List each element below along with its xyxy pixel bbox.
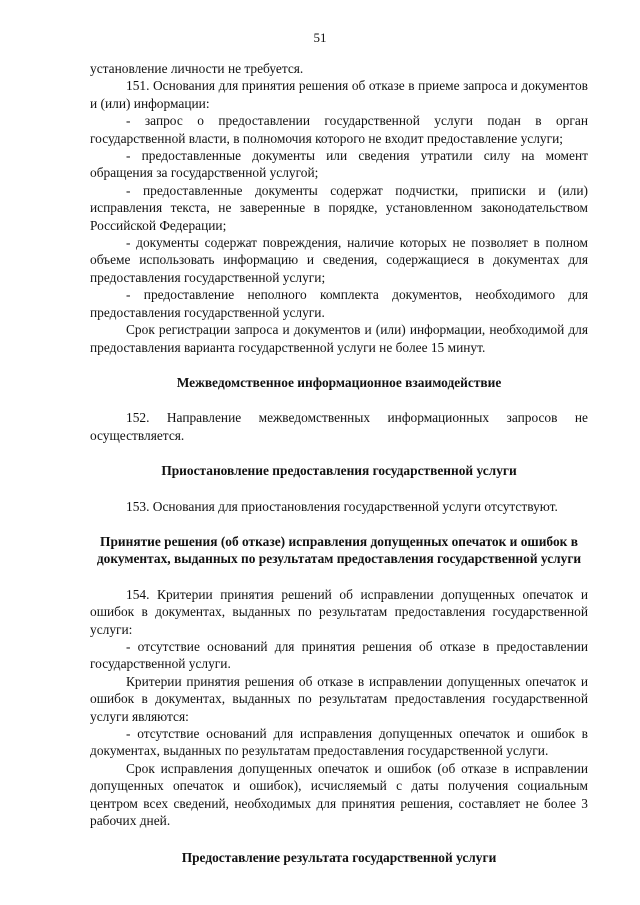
paragraph-154-term: Срок исправления допущенных опечаток и ошибок (об отказе в исправлении допущенных опечаток и ошибок), исчисляемый с даты получения социальным центром всех сведений, необходимых для принятия решения, составляет не более 3 рабочих дней. bbox=[90, 760, 588, 829]
page-number: 51 bbox=[313, 30, 327, 45]
heading-result: Предоставление результата государственной услуги bbox=[181, 850, 497, 866]
paragraph-151-bullet-1: - запрос о предоставлении государственной услуги подан в орган государственной власти, в полномочия которого не входит предоставление услуги; bbox=[90, 113, 588, 146]
paragraph-151-bullet-4: - документы содержат повреждения, наличие которых не позволяет в полном объеме использовать информацию и сведения, содержащиеся в документах для предоставления государственной услуги; bbox=[90, 235, 588, 285]
paragraph-150-end: установление личности не требуется. bbox=[90, 61, 304, 76]
heading-correction: Принятие решения (об отказе) исправления допущенных опечаток и ошибок в документах, выданных по результатам предоставления государственной услуги bbox=[96, 533, 582, 567]
heading-interagency: Межведомственное информационное взаимодействие bbox=[176, 374, 502, 390]
paragraph-154-bullet-2: - отсутствие оснований для исправления допущенных опечаток и ошибок в документах, выданных по результатам предоставления государственной услуги. bbox=[90, 726, 588, 759]
document-body bbox=[90, 60, 588, 867]
paragraph-151-intro: 151. Основания для принятия решения об отказе в приеме запроса и документов и (или) информации: bbox=[90, 78, 588, 111]
paragraph-154-refusal: Критерии принятия решения об отказе в исправлении допущенных опечаток и ошибок в документах, выданных по результатам предоставления государственной услуги являются: bbox=[90, 673, 588, 724]
paragraph-151-bullet-3: - предоставленные документы содержат подчистки, приписки и (или) исправления текста, не заверенные в порядке, установленном законодательством Российской Федерации; bbox=[90, 182, 588, 233]
paragraph-154-intro: 154. Критерии принятия решений об исправлении допущенных опечаток и ошибок в документах, выданных по результатам предоставления государственной услуги: bbox=[90, 586, 588, 637]
paragraph-152: 152. Направление межведомственных информационных запросов не осуществляется. bbox=[90, 410, 588, 443]
paragraph-151-bullet-2: - предоставленные документы или сведения утратили силу на момент обращения за государственной услугой; bbox=[90, 148, 588, 181]
paragraph-151-bullet-5: - предоставление неполного комплекта документов, необходимого для предоставления государственной услуги. bbox=[90, 287, 588, 320]
paragraph-153: 153. Основания для приостановления государственной услуги отсутствуют. bbox=[126, 498, 558, 514]
heading-suspension: Приостановление предоставления государственной услуги bbox=[161, 463, 517, 479]
paragraph-154-bullet-1: - отсутствие оснований для принятия решения об отказе в предоставлении государственной услуги. bbox=[90, 638, 588, 672]
paragraph-151-term: Срок регистрации запроса и документов и (или) информации, необходимой для предоставления варианта государственной услуги не более 15 минут. bbox=[90, 322, 588, 355]
